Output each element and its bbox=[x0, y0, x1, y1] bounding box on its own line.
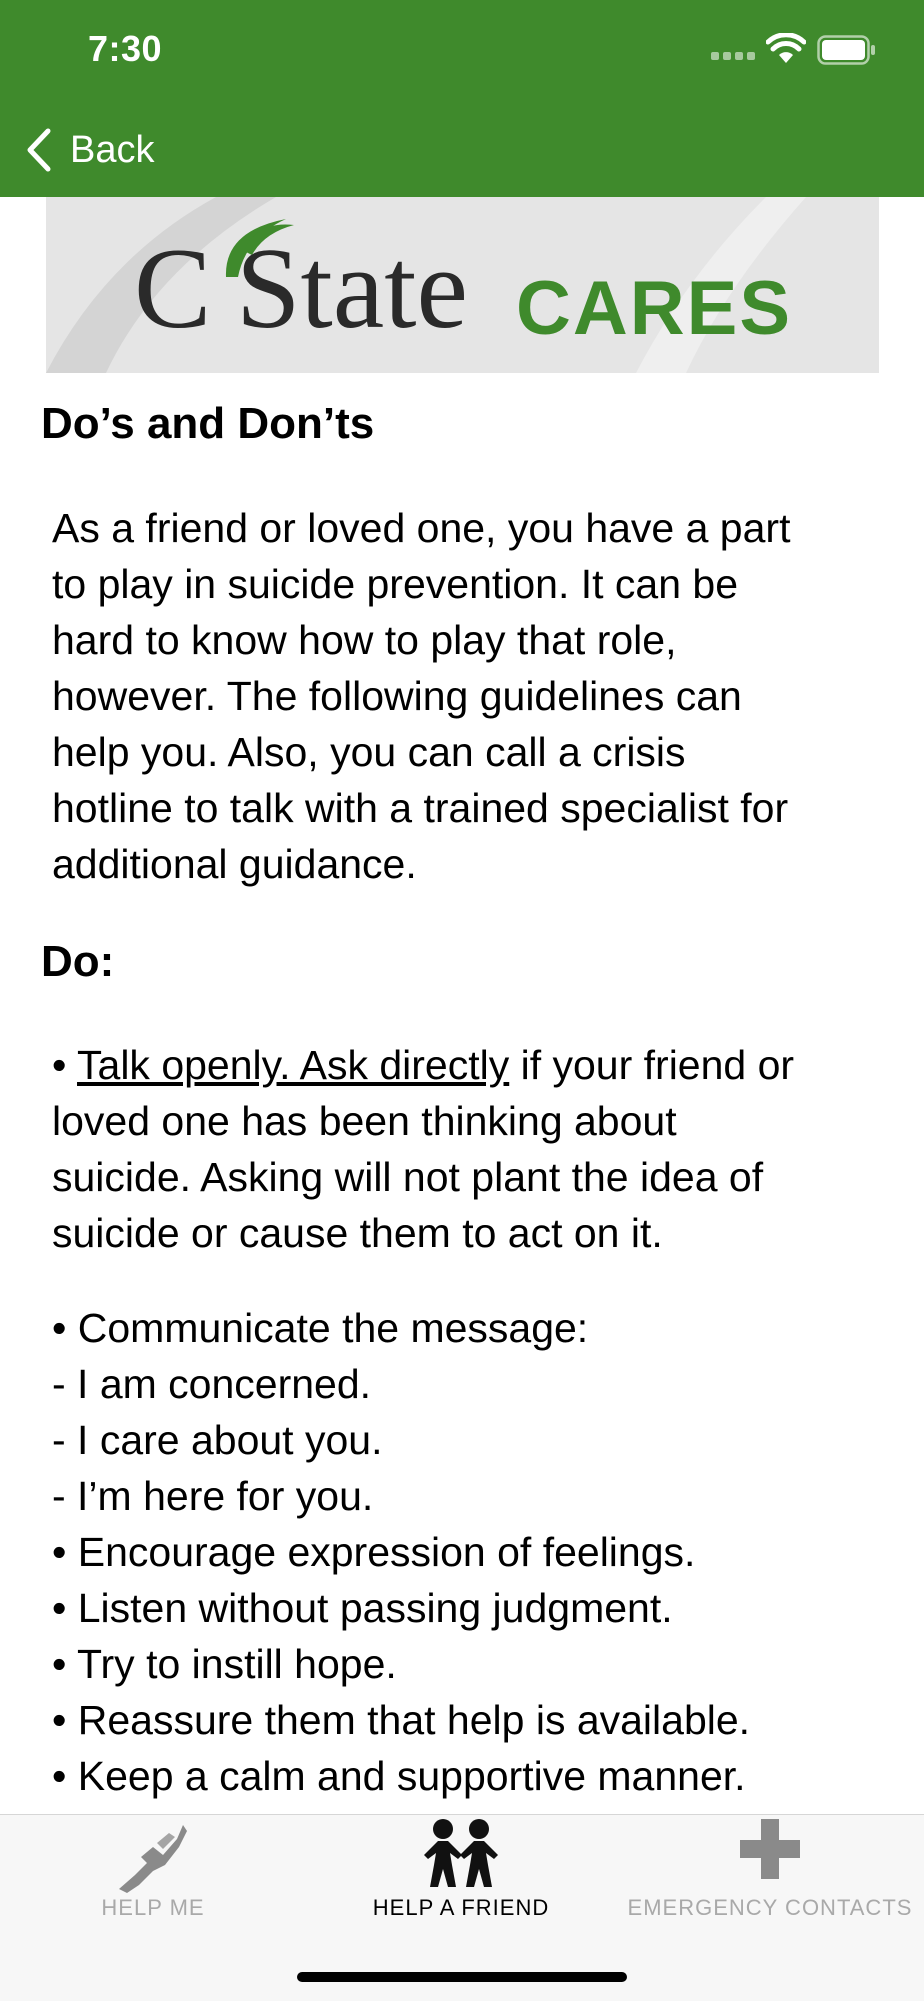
logo-letter-c: C bbox=[134, 225, 212, 353]
plus-cross-icon bbox=[738, 1817, 802, 1881]
intro-line: additional guidance. bbox=[52, 841, 417, 887]
cellular-signal-icon bbox=[711, 52, 755, 62]
wifi-icon bbox=[766, 33, 806, 65]
back-label: Back bbox=[70, 128, 155, 171]
tab-emergency-contacts[interactable] bbox=[616, 1815, 924, 1945]
do-list bbox=[52, 1300, 892, 1804]
list-item: - I’m here for you. bbox=[52, 1473, 374, 1519]
intro-line: hotline to talk with a trained specialist for bbox=[52, 785, 789, 831]
cstate-cares-banner bbox=[46, 197, 879, 373]
intro-line: to play in suicide prevention. It can be bbox=[52, 561, 739, 607]
tab-label: EMERGENCY CONTACTS bbox=[627, 1895, 913, 1920]
do-heading: Do: bbox=[41, 937, 115, 986]
list-item: • Keep a calm and supportive manner. bbox=[52, 1753, 746, 1799]
talk-openly-line: suicide or cause them to act on it. bbox=[52, 1210, 663, 1256]
talk-openly-item bbox=[52, 1037, 892, 1261]
list-item: • Communicate the message: bbox=[52, 1305, 589, 1351]
intro-line: As a friend or loved one, you have a part bbox=[52, 505, 791, 551]
tab-help-me[interactable] bbox=[0, 1815, 306, 1945]
page-title: Do’s and Don’ts bbox=[41, 399, 375, 448]
talk-openly-line: suicide. Asking will not plant the idea of bbox=[52, 1154, 764, 1200]
helping-hands-icon bbox=[113, 1817, 193, 1897]
intro-line: however. The following guidelines can bbox=[52, 673, 742, 719]
status-time: 7:30 bbox=[88, 28, 163, 69]
list-item: • Try to instill hope. bbox=[52, 1641, 397, 1687]
talk-openly-text: if your friend or bbox=[509, 1042, 795, 1088]
logo-state-text: State bbox=[236, 225, 468, 353]
talk-openly-first-line bbox=[52, 1037, 892, 1093]
list-item: • Listen without passing judgment. bbox=[52, 1585, 673, 1631]
intro-line: help you. Also, you can call a crisis bbox=[52, 729, 686, 775]
logo-cares-text: CARES bbox=[516, 266, 793, 351]
home-indicator[interactable] bbox=[297, 1972, 627, 1982]
list-item: - I care about you. bbox=[52, 1417, 383, 1463]
list-item: • Encourage expression of feelings. bbox=[52, 1529, 696, 1575]
battery-icon bbox=[817, 35, 877, 65]
talk-openly-link[interactable]: Talk openly. Ask directly bbox=[77, 1042, 510, 1088]
chevron-left-icon bbox=[24, 127, 54, 173]
list-item: • Reassure them that help is available. bbox=[52, 1697, 751, 1743]
bullet: • bbox=[52, 1042, 78, 1088]
tab-label: HELP ME bbox=[101, 1895, 205, 1920]
intro-paragraph bbox=[52, 500, 892, 892]
back-button[interactable] bbox=[24, 120, 184, 180]
tab-label: HELP A FRIEND bbox=[372, 1895, 550, 1920]
talk-openly-line: loved one has been thinking about bbox=[52, 1098, 677, 1144]
list-item: - I am concerned. bbox=[52, 1361, 372, 1407]
tab-help-a-friend[interactable] bbox=[306, 1815, 616, 1945]
intro-line: hard to know how to play that role, bbox=[52, 617, 677, 663]
top-header bbox=[0, 0, 924, 197]
two-people-icon bbox=[420, 1817, 502, 1889]
